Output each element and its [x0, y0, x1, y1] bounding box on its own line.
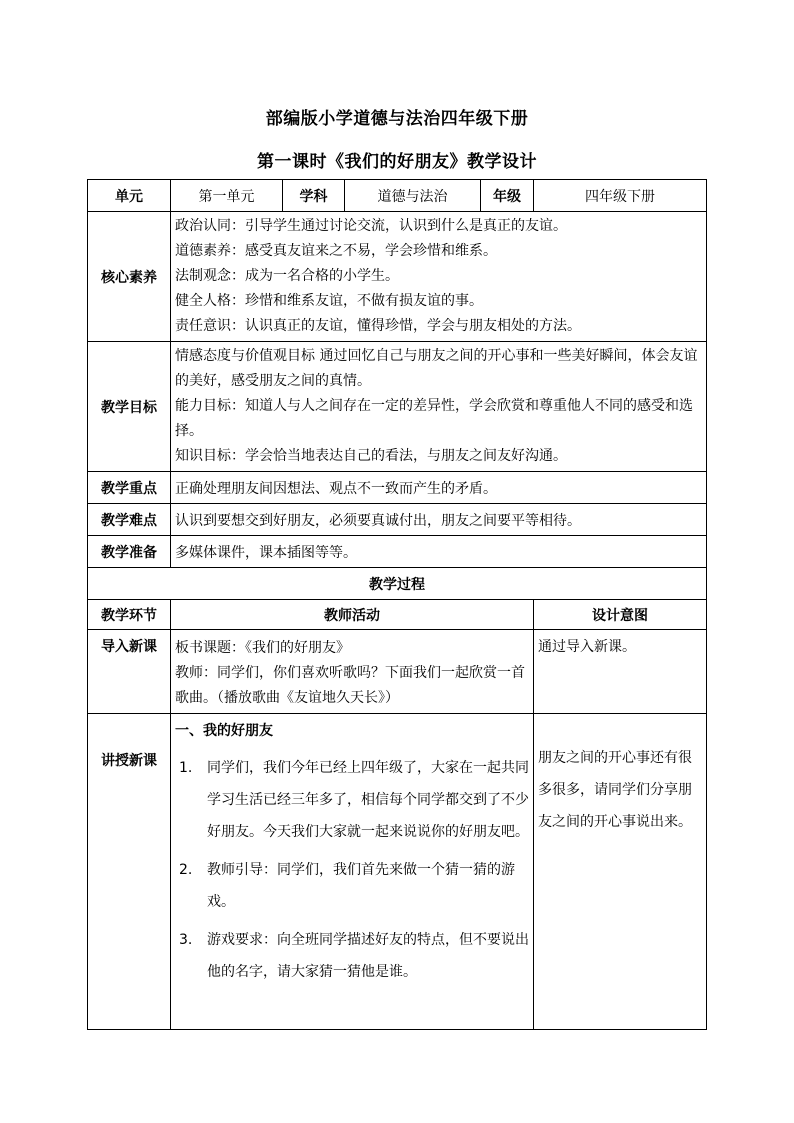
core-line: 政治认同：引导学生通过讨论交流，认识到什么是真正的友谊。	[175, 218, 567, 234]
core-literacy-label: 核心素养	[88, 212, 171, 342]
teaching-goals-label: 教学目标	[88, 342, 171, 472]
unit-value: 第一单元	[171, 180, 283, 212]
subject-label: 学科	[283, 180, 345, 212]
teaching-goals-row	[88, 342, 707, 472]
lecture-item	[175, 752, 529, 848]
teaching-prep-label: 教学准备	[88, 536, 171, 568]
document-title: 部编版小学道德与法治四年级下册	[265, 109, 529, 129]
teaching-prep-row	[88, 536, 707, 568]
teaching-focus-row	[88, 472, 707, 504]
goal-line: 情感态度与价值观目标 通过回忆自己与朋友之间的开心事和一些美好瞬间，体会友谊的美好，感受朋友之间的真情。	[175, 348, 698, 389]
lecture-row	[88, 714, 707, 1030]
intro-line: 板书课题：《我们的好朋友》	[175, 640, 350, 656]
col-stage-header: 教学环节	[88, 600, 171, 630]
teaching-difficulty-label: 教学难点	[88, 504, 171, 536]
teaching-difficulty-text: 认识到要想交到好朋友，必须要真诚付出，朋友之间要平等相待。	[171, 504, 707, 536]
col-teacher-header: 教师活动	[171, 600, 534, 630]
document-subtitle: 第一课时《我们的好朋友》教学设计	[257, 152, 537, 172]
intro-line: 教师：同学们，你们喜欢听歌吗？下面我们一起欣赏一首歌曲。（播放歌曲《友谊地久天长》）	[175, 665, 525, 706]
lecture-item-number: 1.	[179, 760, 193, 776]
unit-label: 单元	[88, 180, 171, 212]
core-line: 道德素养：感受真友谊来之不易，学会珍惜和维系。	[175, 243, 497, 259]
core-literacy-row	[88, 212, 707, 342]
lecture-item-number: 3.	[179, 932, 193, 948]
subject-value: 道德与法治	[345, 180, 481, 212]
col-intent-header: 设计意图	[534, 600, 707, 630]
core-line: 责任意识：认识真正的友谊，懂得珍惜，学会与朋友相处的方法。	[175, 318, 581, 334]
core-line: 法制观念：成为一名合格的小学生。	[175, 268, 399, 284]
teaching-focus-text: 正确处理朋友间因想法、观点不一致而产生的矛盾。	[171, 472, 707, 504]
lecture-teacher-activity	[171, 714, 534, 1030]
teaching-focus-label: 教学重点	[88, 472, 171, 504]
info-row	[88, 180, 707, 212]
core-literacy-content	[171, 212, 707, 342]
grade-value: 四年级下册	[534, 180, 707, 212]
lecture-item-text: 游戏要求：向全班同学描述好友的特点，但不要说出他的名字，请大家猜一猜他是谁。	[207, 932, 529, 980]
lecture-item	[175, 854, 529, 918]
lecture-item	[175, 924, 529, 988]
intro-stage: 导入新课	[88, 630, 171, 714]
grade-label: 年级	[481, 180, 534, 212]
lecture-stage: 讲授新课	[88, 714, 171, 1030]
lecture-section-title: 一、我的好朋友	[175, 723, 273, 739]
teaching-difficulty-row	[88, 504, 707, 536]
goal-line: 能力目标：知道人与人之间存在一定的差异性，学会欣赏和尊重他人不同的感受和选择。	[175, 398, 693, 439]
lecture-item-text: 同学们，我们今年已经上四年级了，大家在一起共同学习生活已经三年多了，相信每个同学都交到了不少好朋友。今天我们大家就一起来说说你的好朋友吧。	[207, 760, 529, 840]
lesson-plan-table	[87, 179, 707, 1030]
lecture-item-text: 教师引导：同学们，我们首先来做一个猜一猜的游戏。	[207, 862, 515, 910]
intro-intent: 通过导入新课。	[534, 630, 707, 714]
intro-teacher-activity	[171, 630, 534, 714]
lecture-intent-cell	[534, 714, 707, 1030]
intro-row	[88, 630, 707, 714]
lecture-intent: 朋友之间的开心事还有很多很多，请同学们分享朋友之间的开心事说出来。	[538, 750, 692, 830]
process-heading: 教学过程	[88, 568, 707, 600]
lecture-item-number: 2.	[179, 862, 193, 878]
teaching-prep-text: 多媒体课件，课本插图等等。	[171, 536, 707, 568]
process-header-row	[88, 600, 707, 630]
goal-line: 知识目标：学会恰当地表达自己的看法，与朋友之间友好沟通。	[175, 448, 567, 464]
core-line: 健全人格：珍惜和维系友谊，不做有损友谊的事。	[175, 293, 483, 309]
teaching-goals-content	[171, 342, 707, 472]
process-heading-row	[88, 568, 707, 600]
